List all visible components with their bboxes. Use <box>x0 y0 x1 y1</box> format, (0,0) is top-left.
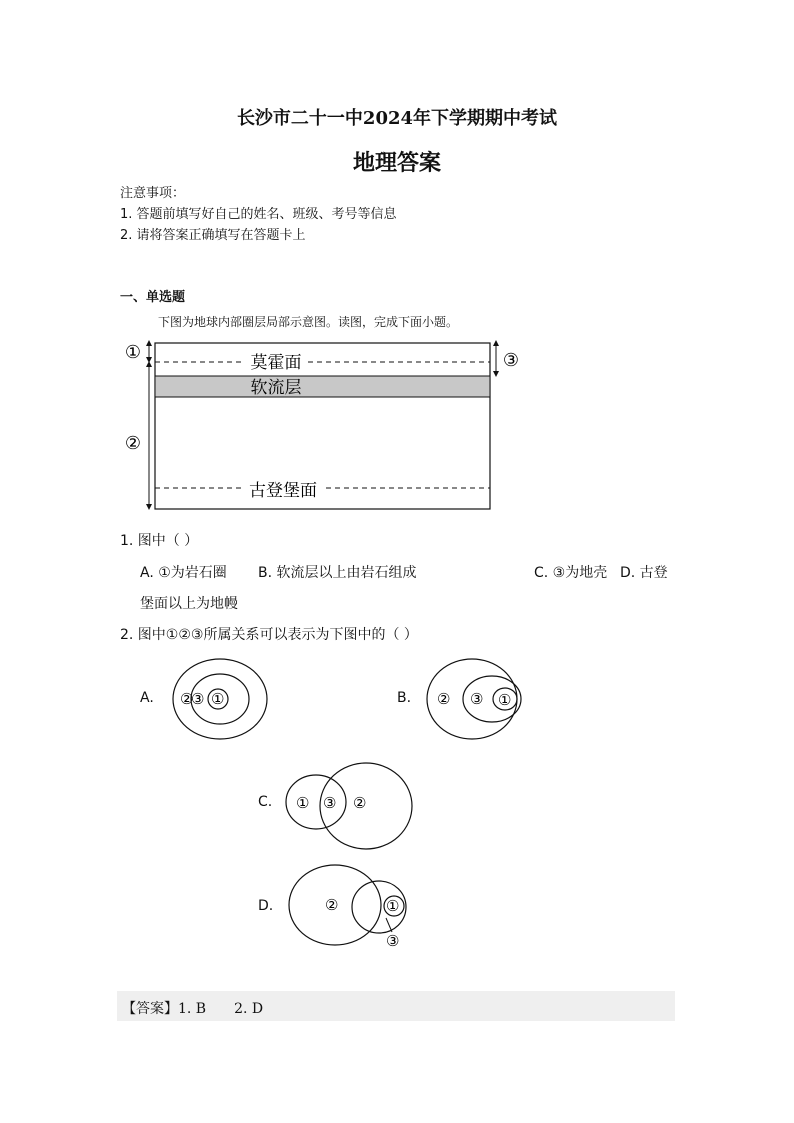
option-b-diagram <box>420 653 530 748</box>
question2-option-d-label: D. <box>258 898 274 914</box>
mark3-label: ③ <box>502 350 520 371</box>
note-item-1: 1. 答题前填写好自己的姓名、班级、考号等信息 <box>120 207 397 222</box>
section-intro: 下图为地球内部圈层局部示意图。读图，完成下面小题。 <box>158 315 459 329</box>
option-a-mark3: ③ <box>191 690 205 708</box>
section-title: 一、单选题 <box>120 290 186 305</box>
answer-value-2: 2. D <box>234 1001 264 1017</box>
earth-layers-figure <box>115 336 525 516</box>
question2-option-b-label: B. <box>397 690 412 706</box>
asthenosphere-band <box>155 376 490 397</box>
option-b-mark1: ① <box>498 691 512 709</box>
answer-value-1: 1. B <box>178 1001 207 1017</box>
answer-line <box>122 998 263 1018</box>
option-a-mark2: ② <box>180 690 194 708</box>
question1-option-d-continued: 堡面以上为地幔 <box>140 596 238 612</box>
option-a-mark1: ① <box>211 690 225 708</box>
asthenosphere-label: 软流层 <box>250 378 302 398</box>
question2-option-c-label: C. <box>258 794 273 810</box>
exam-title: 长沙市二十一中2024年下学期期中考试 <box>236 108 558 129</box>
option-d-mark3: ③ <box>386 932 400 950</box>
question1-option-d: D. 古登 <box>620 565 668 581</box>
option-c-mark2: ② <box>353 794 367 812</box>
question1-option-c: C. ③为地壳 <box>534 565 608 581</box>
answer-subtitle: 地理答案 <box>352 150 441 176</box>
mark1-label: ① <box>124 342 142 363</box>
note-item-2: 2. 请将答案正确填写在答题卡上 <box>120 228 306 243</box>
question1-stem: 1. 图中（ ） <box>120 533 199 549</box>
gutenberg-label: 古登堡面 <box>249 481 317 501</box>
option-d-mark1: ① <box>386 897 400 915</box>
option-b-mark2: ② <box>437 690 451 708</box>
mark2-label: ② <box>124 433 142 454</box>
question2-option-a-label: A. <box>140 690 154 706</box>
option-c-mark1: ① <box>296 794 310 812</box>
option-d-diagram <box>282 860 422 955</box>
option-a-diagram <box>165 653 275 748</box>
moho-label: 莫霍面 <box>250 353 302 373</box>
option-d-mark2: ② <box>325 896 339 914</box>
question1-option-a: A. ①为岩石圈 <box>140 565 227 581</box>
option-b-mark3: ③ <box>470 690 484 708</box>
option-c-mark3: ③ <box>323 794 337 812</box>
option-c-diagram <box>280 756 420 856</box>
question1-option-b: B. 软流层以上由岩石组成 <box>258 565 417 581</box>
question2-stem: 2. 图中①②③所属关系可以表示为下图中的（ ） <box>120 627 418 643</box>
notes-heading: 注意事项： <box>120 186 186 201</box>
answer-label: 【答案】 <box>122 1001 178 1017</box>
